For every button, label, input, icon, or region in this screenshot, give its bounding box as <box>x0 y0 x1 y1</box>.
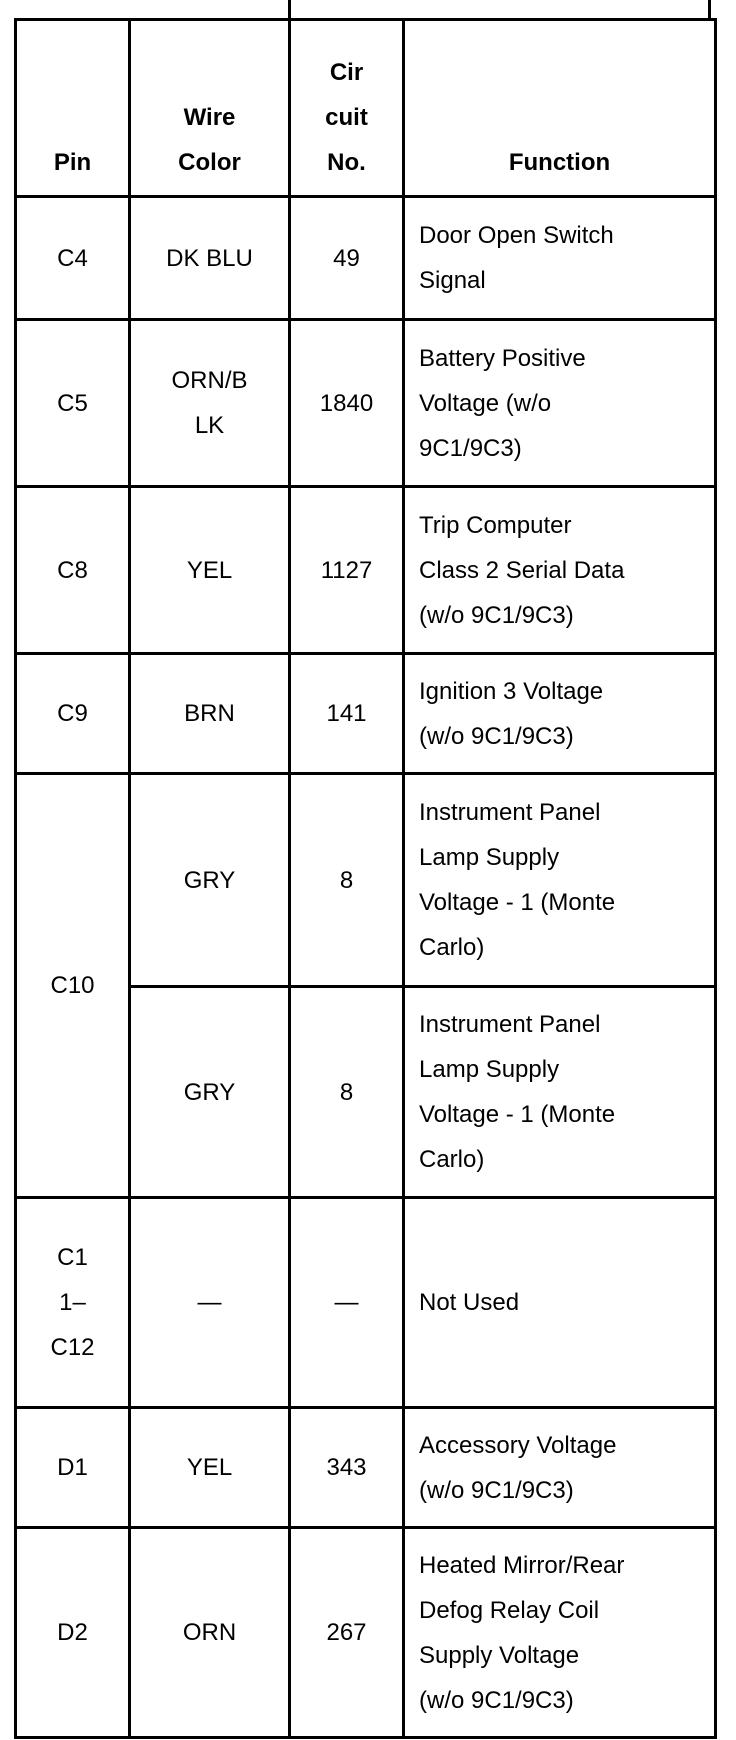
wire-color-cell: DK BLU <box>130 197 290 320</box>
table-row <box>16 487 716 654</box>
wire-color-cell: — <box>130 1198 290 1408</box>
function-cell: Ignition 3 Voltage (w/o 9C1/9C3) <box>404 654 716 774</box>
circuit-cell: 141 <box>290 654 404 774</box>
pin-cell: C9 <box>16 654 130 774</box>
top-border-stub <box>708 0 711 20</box>
circuit-cell: — <box>290 1198 404 1408</box>
wire-color-cell: GRY <box>130 987 290 1198</box>
circuit-cell: 1840 <box>290 320 404 487</box>
pin-cell: C1 1– C12 <box>16 1198 130 1408</box>
header-function: Function <box>404 20 716 197</box>
circuit-cell: 49 <box>290 197 404 320</box>
pin-cell: C5 <box>16 320 130 487</box>
table-header-row <box>16 20 716 197</box>
wire-color-cell: BRN <box>130 654 290 774</box>
header-circuit-no: Cir cuit No. <box>290 20 404 197</box>
header-pin: Pin <box>16 20 130 197</box>
pin-cell: C4 <box>16 197 130 320</box>
circuit-cell: 267 <box>290 1528 404 1738</box>
function-cell: Instrument Panel Lamp Supply Voltage - 1 (Monte Carlo) <box>404 987 716 1198</box>
connector-pin-table <box>14 18 717 1739</box>
function-cell: Heated Mirror/Rear Defog Relay Coil Supply Voltage (w/o 9C1/9C3) <box>404 1528 716 1738</box>
table-row <box>16 654 716 774</box>
pin-cell: C8 <box>16 487 130 654</box>
pin-cell: C10 <box>16 774 130 1198</box>
top-border-stub <box>288 0 291 20</box>
wire-color-cell: ORN <box>130 1528 290 1738</box>
function-cell: Door Open Switch Signal <box>404 197 716 320</box>
wire-color-cell: YEL <box>130 1408 290 1528</box>
circuit-cell: 8 <box>290 987 404 1198</box>
wire-color-cell: YEL <box>130 487 290 654</box>
function-cell: Instrument Panel Lamp Supply Voltage - 1 (Monte Carlo) <box>404 774 716 987</box>
circuit-cell: 8 <box>290 774 404 987</box>
function-cell: Accessory Voltage (w/o 9C1/9C3) <box>404 1408 716 1528</box>
pin-cell: D2 <box>16 1528 130 1738</box>
function-cell: Not Used <box>404 1198 716 1408</box>
header-wire-color: Wire Color <box>130 20 290 197</box>
table-row <box>16 197 716 320</box>
pin-cell: D1 <box>16 1408 130 1528</box>
table-row <box>16 1528 716 1738</box>
wire-color-cell: GRY <box>130 774 290 987</box>
circuit-cell: 1127 <box>290 487 404 654</box>
function-cell: Battery Positive Voltage (w/o 9C1/9C3) <box>404 320 716 487</box>
function-cell: Trip Computer Class 2 Serial Data (w/o 9C1/9C3) <box>404 487 716 654</box>
table-row <box>16 320 716 487</box>
table-row <box>16 1198 716 1408</box>
table-row <box>16 774 716 987</box>
circuit-cell: 343 <box>290 1408 404 1528</box>
wire-color-cell: ORN/B LK <box>130 320 290 487</box>
table-row <box>16 1408 716 1528</box>
